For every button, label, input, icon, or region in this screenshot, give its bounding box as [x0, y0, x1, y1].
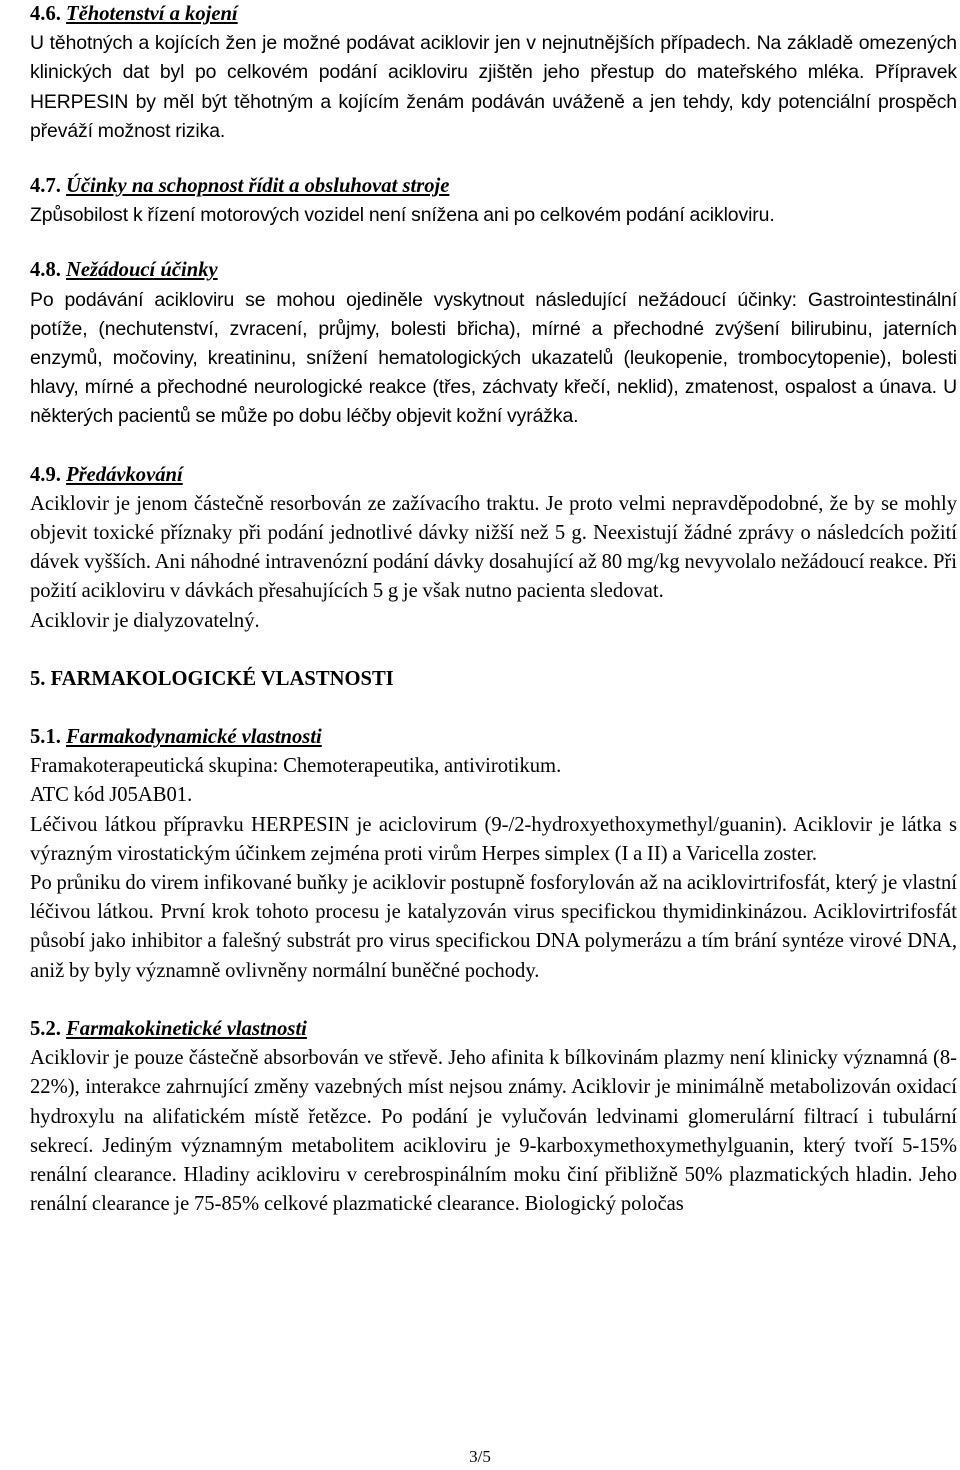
- heading-number: 4.9.: [30, 463, 61, 486]
- paragraph-pharmacokinetics: Aciklovir je pouze částečně absorbován ve střevě. Jeho afinita k bílkovinám plazmy není klinicky významná (8-22%), interakce zahrnující změny vazebných míst nejsou známy. Aciklovir je minimálně metabolizován oxidací hydroxylu na alifatickém místě řetězce. Po podání je vylučován ledvinami glomerulární filtrací i tubulární sekrecí. Jediným významným metabolitem acikloviru je 9-karboxymethoxymethylguanin, který tvoří 5-15% renální clearance. Hladiny acikloviru v cerebrospinálním moku činí přibližně 50% plazmatických hladin. Jeho renální clearance je 75-85% celkové plazmatické clearance. Biologický poločas: [30, 1047, 957, 1216]
- paragraph-pregnancy: [30, 29, 957, 146]
- paragraph-overdose-dialysis: Aciklovir je dialyzovatelný.: [30, 609, 260, 632]
- heading-title: Farmakodynamické vlastnosti: [66, 726, 322, 749]
- heading-title: Účinky na schopnost řídit a obsluhovat stroje: [66, 175, 450, 198]
- heading-number: 4.8.: [30, 259, 61, 282]
- page-number: 3/5: [469, 1447, 491, 1466]
- heading-number: 5.1.: [30, 726, 61, 749]
- heading-number: 4.7.: [30, 175, 61, 198]
- line-pharmacotherapeutic-group: Framakoterapeutická skupina: Chemoterapeutika, antivirotikum.: [30, 755, 562, 778]
- paragraph-active-substance: Léčivou látkou přípravku HERPESIN je aciclovirum (9-/2-hydroxyethoxymethyl/guanin). Aciklovir je látka s výrazným virostatickým účinkem zejména proti virům Herpes simplex (I a II) a Varicella zoster.: [30, 813, 957, 865]
- paragraph-mechanism: Po průniku do virem infikované buňky je aciklovir postupně fosforylován až na aciklovirtrifosfát, který je vlastní léčivou látkou. První krok tohoto procesu je katalyzován virus specifickou thymidinkinázou. Aciklovirtrifosfát působí jako inhibitor a falešný substrát pro virus specifickou DNA polymerázu a tím brání syntéze virové DNA, aniž by byly významně ovlivněny normální buněčné pochody.: [30, 872, 957, 982]
- paragraph-driving: Způsobilost k řízení motorových vozidel není snížena ani po celkovém podání acikloviru.: [30, 204, 775, 227]
- heading-title: Předávkování: [66, 463, 183, 486]
- heading-title: Těhotenství a kojení: [66, 3, 238, 25]
- paragraph-overdose: Aciklovir je jenom částečně resorbován ze zažívacího traktu. Je proto velmi nepravděpodobné, že by se mohly objevit toxické příznaky při podání jednotlivé dávky nižší než 5 g. Neexistují žádné zprávy o následcích požití dávek vyšších. Ani náhodné intravenózní podání dávky dosahující až 80 mg/kg nevyvolalo nežádoucí reakce. Při požití acikloviru v dávkách přesahujících 5 g je však nutno pacienta sledovat.: [30, 492, 957, 603]
- paragraph-pregnancy-part1: U těhotných a kojících žen je možné podávat aciklovir jen v nejnutnějších případech. Na základě omezených klinických dat byl po celkovém podání acikloviru zjištěn jeho přestup do mateřského mléka.: [30, 32, 957, 84]
- heading-5: 5. FARMAKOLOGICKÉ VLASTNOSTI: [30, 667, 394, 690]
- document-page: [30, 0, 957, 1219]
- heading-title: Farmakokinetické vlastnosti: [66, 1017, 307, 1040]
- heading-5-1: [30, 723, 957, 752]
- spacer: [30, 986, 957, 1015]
- heading-number: 4.6.: [30, 3, 61, 25]
- heading-4-6: [30, 0, 957, 29]
- spacer: [30, 146, 957, 172]
- heading-title: Nežádoucí účinky: [66, 259, 218, 282]
- paragraph-pregnancy-part2: Přípravek HERPESIN by měl být těhotným a kojícím ženám podáván uváženě a jen tehdy, kdy potenciální prospěch převáží možnost rizika.: [30, 61, 957, 142]
- heading-4-7: [30, 172, 957, 201]
- spacer: [30, 230, 957, 256]
- paragraph-side-effects: Po podávání acikloviru se mohou ojediněle vyskytnout následující nežádoucí účinky: Gastrointestinální potíže, (nechutenství, zvracení, průjmy, bolesti břicha), mírné a přechodné zvýšení bilirubinu, jaterních enzymů, močoviny, kreatininu, snížení hematologických ukazatelů (leukopenie, trombocytopenie), bolesti hlavy, mírné a přechodné neurologické reakce (třes, záchvaty křečí, neklid), zmatenost, ospalost a únava. U některých pacientů se může po dobu léčby objevit kožní vyrážka.: [30, 288, 957, 428]
- spacer: [30, 636, 957, 665]
- heading-5-2: [30, 1015, 957, 1044]
- spacer: [30, 694, 957, 723]
- heading-4-8: [30, 256, 957, 285]
- line-atc-code: ATC kód J05AB01.: [30, 784, 193, 807]
- heading-number: 5.2.: [30, 1017, 61, 1040]
- spacer: [30, 432, 957, 461]
- heading-4-9: [30, 461, 957, 490]
